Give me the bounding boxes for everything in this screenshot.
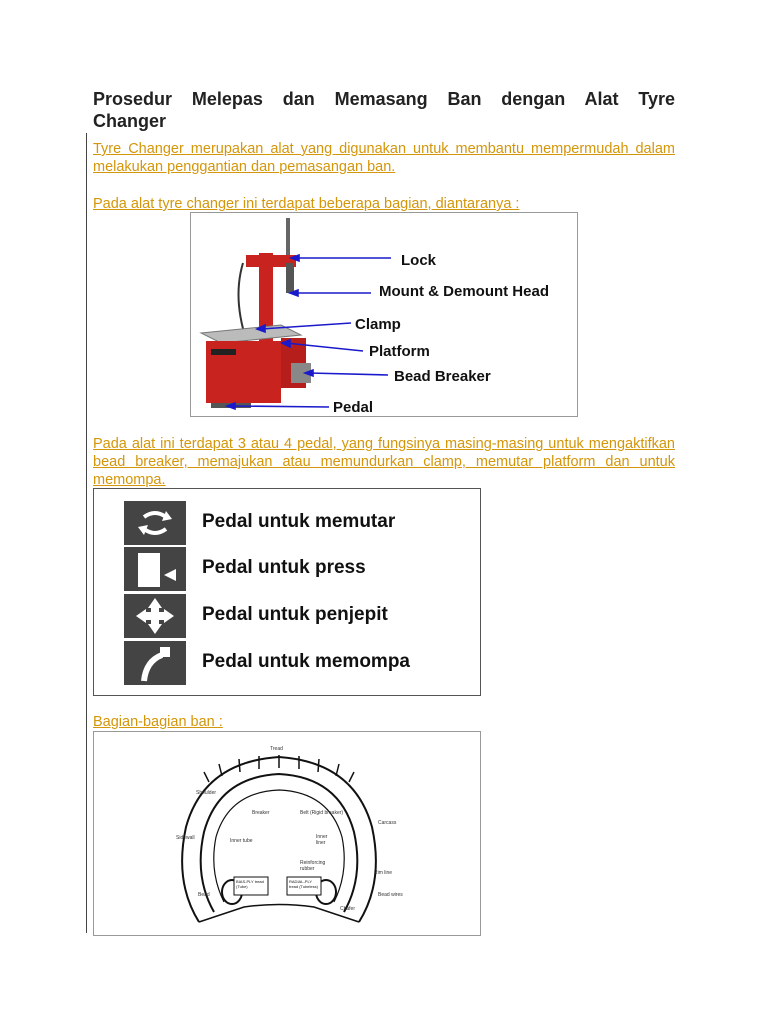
tire-label-bead: Bead: [198, 892, 210, 898]
tire-label-sidewall: Sidewall: [176, 835, 195, 841]
margin-line: [86, 133, 87, 933]
tire-label-bias-ply: BIAS-PLY tread (Tube): [236, 879, 264, 889]
pedal-label-clamp: Pedal untuk penjepit: [202, 604, 388, 625]
tire-label-carcass: Carcass: [378, 820, 397, 826]
tire-cross-section-figure: [93, 731, 481, 936]
tire-label-rim-line: Rim line: [374, 870, 393, 876]
pedal-intro-paragraph[interactable]: Pada alat ini terdapat 3 atau 4 pedal, yang fungsinya masing-masing untuk mengaktifkan bead breaker, memajukan atau memundurkan clamp, memutar platform dan untuk memompa.: [93, 436, 675, 488]
rotate-arrows-icon: [124, 501, 186, 545]
tire-label-chafer: Chafer: [340, 906, 356, 912]
tire-label-radial-ply: RADIAL-PLY tread (Tubeless): [289, 879, 318, 889]
tire-label-reinforcing-rubber: Reinforcing rubber: [300, 860, 326, 872]
parts-intro-paragraph[interactable]: Pada alat tyre changer ini terdapat beberapa bagian, diantaranya :: [93, 196, 520, 212]
label-platform: Platform: [369, 343, 430, 360]
tire-label-inner-tube: Inner tube: [230, 838, 253, 844]
tire-label-shoulder: Shoulder: [196, 790, 217, 796]
tyre-changer-machine-illustration: [191, 213, 577, 416]
page-title: [93, 88, 675, 132]
pedal-figure: [93, 488, 481, 696]
tire-label-belt: Belt (Rigid breaker): [300, 810, 344, 816]
title-line-1: Prosedur Melepas dan Memasang Ban dengan Alat Tyre: [93, 89, 675, 109]
tire-label-breaker: Breaker: [252, 810, 270, 816]
tire-label-bead-wires: Bead wires: [378, 892, 403, 898]
label-bead-breaker: Bead Breaker: [394, 368, 491, 385]
intro-paragraph[interactable]: Tyre Changer merupakan alat yang digunakan untuk membantu mempermudah dalam melakukan penggantian dan pemasangan ban.: [93, 141, 675, 175]
label-mount-demount-head: Mount & Demount Head: [379, 283, 549, 300]
pedal-label-rotate: Pedal untuk memutar: [202, 511, 396, 532]
pedal-label-pump: Pedal untuk memompa: [202, 651, 410, 672]
tire-label-tread: Tread: [270, 746, 283, 752]
tire-label-inner-liner: Inner liner: [316, 834, 328, 846]
label-clamp: Clamp: [355, 316, 401, 333]
tire-parts-intro-paragraph[interactable]: Bagian-bagian ban :: [93, 714, 223, 730]
label-lock: Lock: [401, 252, 437, 269]
tire-cross-section-illustration: [94, 732, 480, 935]
title-line-2: Changer: [93, 111, 167, 131]
press-arrow-icon: [124, 547, 186, 591]
pedal-label-press: Pedal untuk press: [202, 557, 366, 578]
four-arrows-icon: [124, 594, 186, 638]
air-hose-icon: [124, 641, 186, 685]
label-pedal: Pedal: [333, 399, 374, 416]
tyre-changer-figure: [190, 212, 578, 417]
